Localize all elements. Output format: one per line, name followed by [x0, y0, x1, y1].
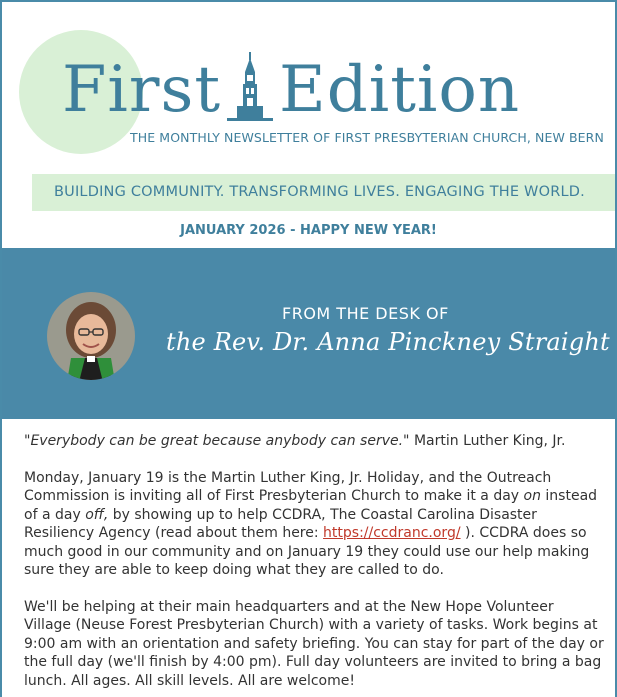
- quote-text: "Everybody can be great because anybody can serve.": [24, 433, 410, 449]
- newsletter-subtitle: THE MONTHLY NEWSLETTER OF FIRST PRESBYTERIAN CHURCH, NEW BERN: [130, 130, 604, 145]
- p1-text-c: by showing up to help CCDRA, The Coastal Carolina Disaster Resiliency Agency (read about them here:: [24, 506, 537, 541]
- pastor-name: the Rev. Dr. Anna Pinckney Straight: [166, 328, 610, 356]
- banner-label: FROM THE DESK OF: [282, 304, 449, 323]
- ccdra-link[interactable]: https://ccdranc.org/: [323, 525, 461, 541]
- title-edition: Edition: [279, 53, 521, 127]
- title-first: First: [62, 53, 222, 127]
- p1-emphasis-on: on: [523, 488, 541, 504]
- newsletter-title: [62, 52, 521, 127]
- p1-text-d: ). CCDRA does so much good in our community and on January 19 they could use our help making sure they are able to keep doing what they are called to do.: [24, 525, 590, 578]
- church-steeple-icon: [227, 52, 273, 122]
- church-tagline: BUILDING COMMUNITY. TRANSFORMING LIVES. ENGAGING THE WORLD.: [54, 184, 585, 200]
- pastor-photo: [47, 292, 135, 380]
- quote-author: Martin Luther King, Jr.: [409, 433, 566, 449]
- article-body: [24, 432, 604, 697]
- p1-text-a: Monday, January 19 is the Martin Luther King, Jr. Holiday, and the Outreach Commission is inviting all of First Presbyterian Church to make it a day: [24, 469, 552, 504]
- p1-text-b: instead of a day: [24, 488, 598, 523]
- paragraph-1: [24, 469, 604, 580]
- p1-emphasis-off: off,: [85, 506, 109, 523]
- paragraph-2: We'll be helping at their main headquarters and at the New Hope Volunteer Village (Neuse Forest Presbyterian Church) with a variety of tasks. Work begins at 9:00 am with an orientation and safety briefing. You can stay for part of the day or the full day (we'll finish by 4:00 pm). Full day volunteers are invited to bring a bag lunch. All ages. All skill levels. All are welcome!: [24, 598, 604, 689]
- issue-heading: JANUARY 2026 - HAPPY NEW YEAR!: [180, 223, 437, 238]
- masthead: [2, 2, 615, 168]
- quote-paragraph: [24, 432, 604, 451]
- pastor-banner: [2, 248, 615, 419]
- pastor-portrait-image: [47, 292, 135, 380]
